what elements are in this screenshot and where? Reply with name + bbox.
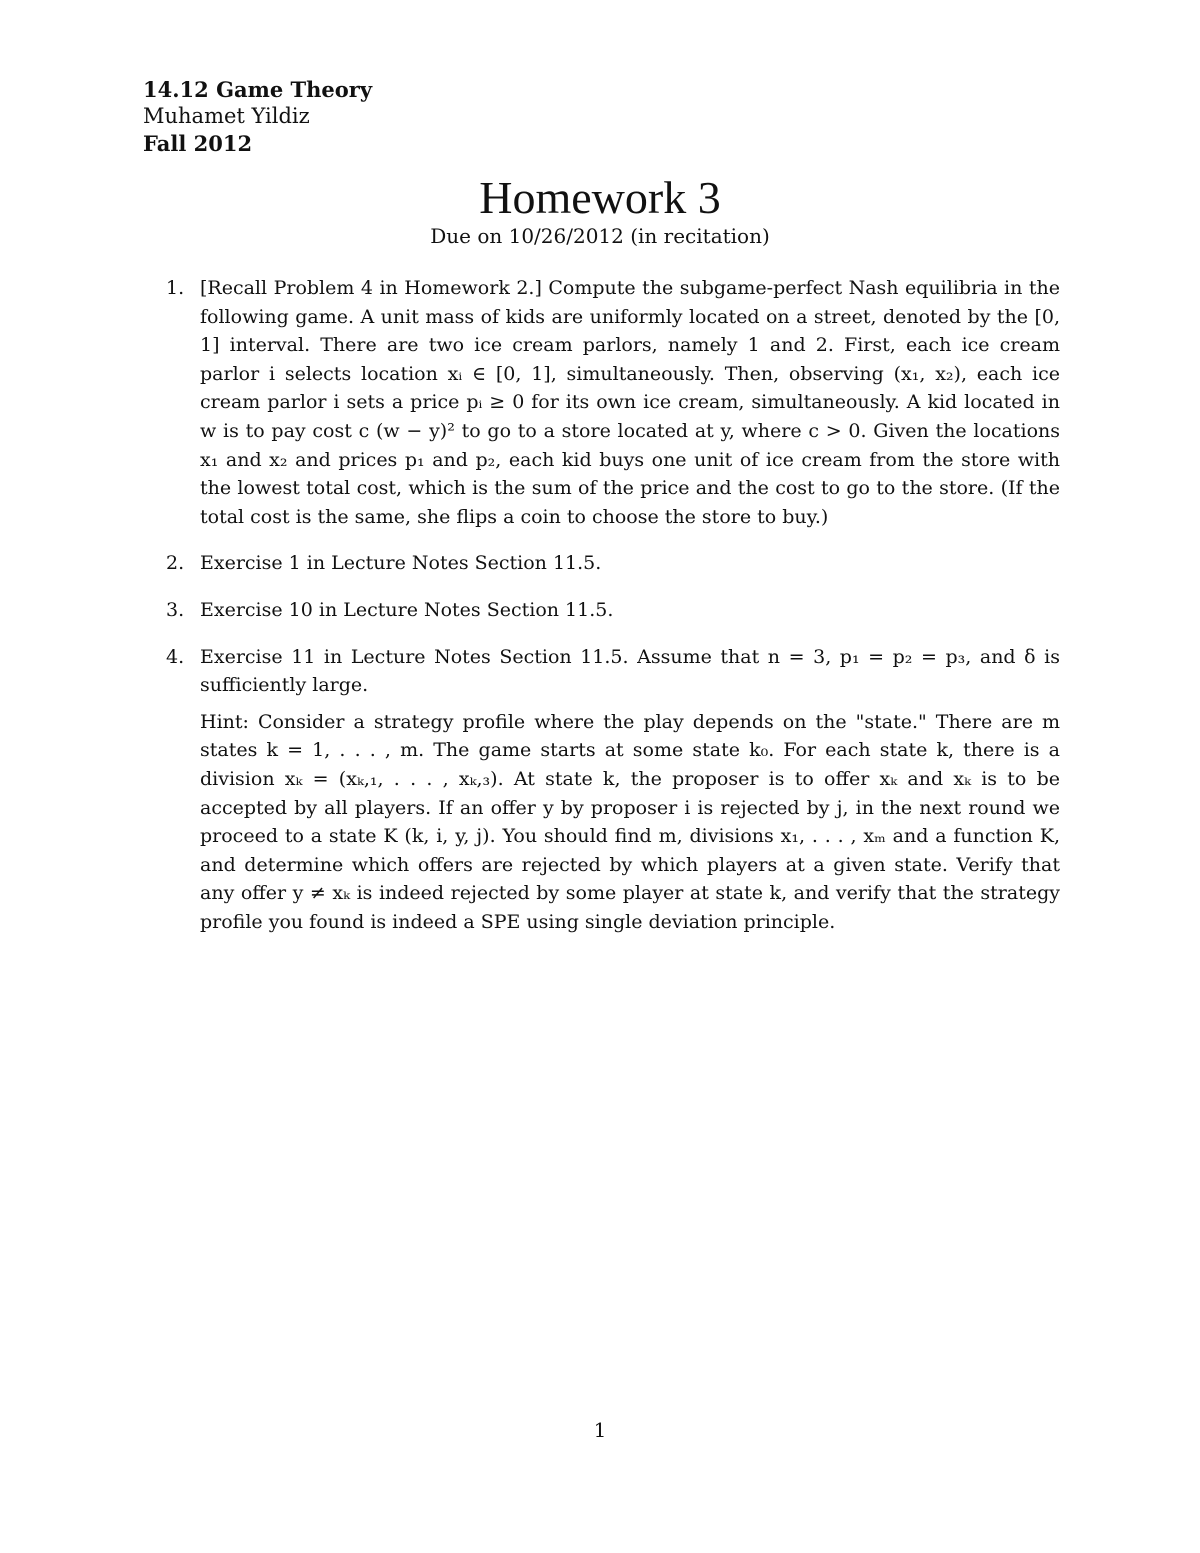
problem-text: Exercise 11 in Lecture Notes Section 11.5. Assume that n = 3, p₁ = p₂ = p₃, and δ is sufficiently large. xyxy=(200,645,1060,697)
due-date: Due on 10/26/2012 (in recitation) xyxy=(430,224,770,248)
instructor-name: Muhamet Yildiz xyxy=(143,104,310,128)
page-number: 1 xyxy=(593,1418,607,1442)
problem-number: 2. xyxy=(166,552,185,575)
problem-number: 3. xyxy=(166,598,185,621)
problem-hint: Hint: Consider a strategy profile where the play depends on the "state." There are m states k = 1, . . . , m. The game starts at some state k₀. For each state k, there is a division xₖ = (xₖ,₁, . . . , xₖ,₃). At state k, the proposer is to offer xₖ and xₖ is to be accepted by all players. If an offer y by proposer i is rejected by j, in the next round we proceed to a state K (k, i, y, j). You should find m, divisions x₁, . . . , xₘ and a function K, and determine which offers are rejected by which players at a given state. Verify that any offer y ≠ xₖ is indeed rejected by some player at state k, and verify that the strategy profile you found is indeed a SPE using single deviation principle. xyxy=(200,710,1060,933)
problem-text: Exercise 10 in Lecture Notes Section 11.5. xyxy=(200,598,614,621)
term-label: Fall 2012 xyxy=(143,131,253,156)
problem-text: [Recall Problem 4 in Homework 2.] Compute the subgame-perfect Nash equilibria in the following game. A unit mass of kids are uniformly located on a street, denoted by the [0, 1] interval. There are two ice cream parlors, namely 1 and 2. First, each ice cream parlor i selects location xᵢ ∈ [0, 1], simultaneously. Then, observing (x₁, x₂), each ice cream parlor i sets a price pᵢ ≥ 0 for its own ice cream, simultaneously. A kid located in w is to pay cost c (w − y)² to go to a store located at y, where c > 0. Given the locations x₁ and x₂ and prices p₁ and p₂, each kid buys one unit of ice cream from the store with the lowest total cost, which is the sum of the price and the cost to go to the store. (If the total cost is the same, she flips a coin to choose the store to buy.) xyxy=(200,277,1060,528)
course-title: 14.12 Game Theory xyxy=(143,77,373,102)
problem-text: Exercise 1 in Lecture Notes Section 11.5. xyxy=(200,552,602,575)
header-block xyxy=(143,76,372,157)
problem-item-4 xyxy=(166,643,1060,937)
page-title: Homework 3 xyxy=(479,172,721,223)
problem-item-1 xyxy=(166,274,1060,531)
problem-number: 4. xyxy=(166,645,185,668)
problem-item-3 xyxy=(166,596,1060,625)
problem-list xyxy=(166,274,1060,936)
problem-item-2 xyxy=(166,549,1060,578)
problem-number: 1. xyxy=(166,277,185,299)
